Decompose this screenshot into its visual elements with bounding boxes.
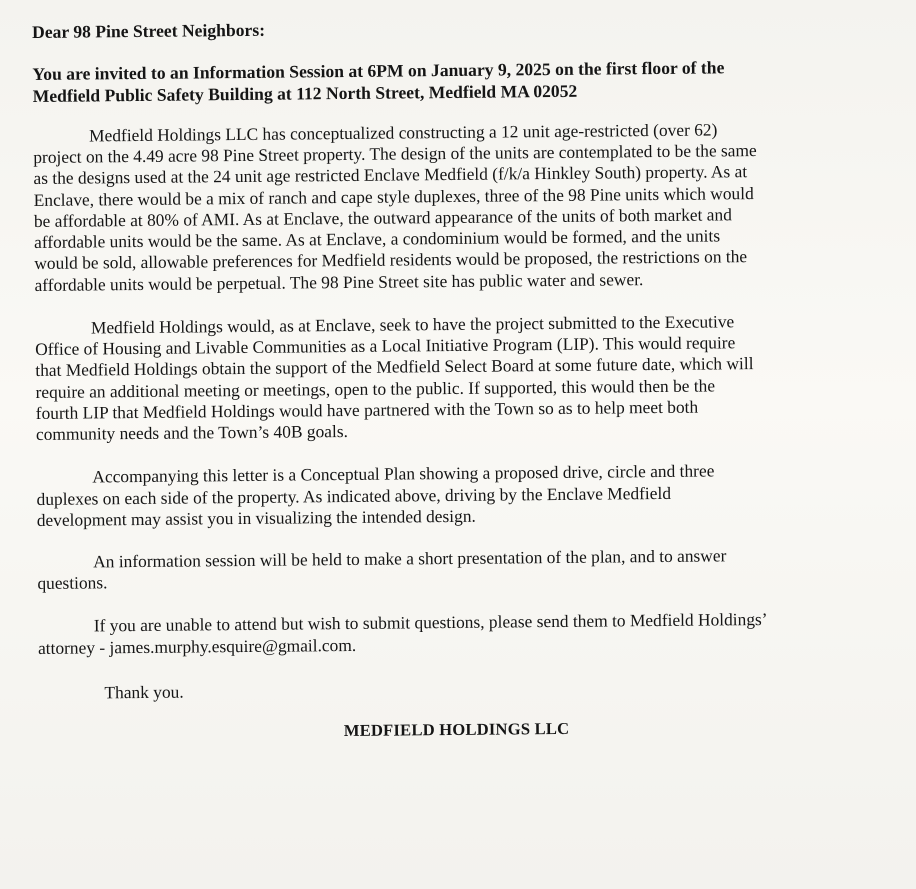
paragraph-lip-submission (35, 310, 896, 446)
letter-body (32, 14, 899, 744)
invitation-line: You are invited to an Information Session at 6PM on January 9, 2025 on the first floor of the (32, 57, 725, 85)
paragraph-line: community needs and the Town’s 40B goals. (35, 421, 348, 445)
attorney-email-line: attorney - james.murphy.esquire@gmail.com. (37, 634, 357, 658)
paragraph-line: questions. (37, 572, 108, 594)
paragraph-line: Enclave, there would be a mix of ranch and cape style duplexes, three of the 98 Pine units which would (33, 182, 754, 210)
paragraph-line: that Medfield Holdings obtain the support of the Medfield Select Board at some future date, which will (35, 353, 754, 381)
signature: MEDFIELD HOLDINGS LLC (343, 718, 570, 740)
invitation-line: Medfield Public Safety Building at 112 North Street, Medfield MA 02052 (32, 80, 578, 106)
paragraph-project-description (33, 118, 895, 296)
paragraph-information-session (37, 544, 897, 595)
paragraph-line: Office of Housing and Livable Communities as a Local Initiative Program (LIP). This would require (35, 332, 736, 360)
paragraph-line: fourth LIP that Medfield Holdings would have partnered with the Town so as to help meet both (35, 396, 699, 423)
paragraph-line: be affordable at 80% of AMI. As at Enclave, the outward appearance of the units of both market and (33, 204, 732, 231)
paragraph-line: Medfield Holdings would, as at Enclave, seek to have the project submitted to the Executive (90, 311, 735, 338)
paragraph-line: If you are unable to attend but wish to submit questions, please send them to Medfield Holdings’ (93, 609, 768, 636)
paragraph-line: Medfield Holdings LLC has conceptualized constructing a 12 unit age-restricted (over 62) (88, 119, 718, 146)
paragraph-line: duplexes on each side of the property. As indicated above, driving by the Enclave Medfield (36, 482, 672, 509)
paragraph-contact (38, 608, 898, 659)
paragraph-line: project on the 4.49 acre 98 Pine Street property. The design of the units are contemplated to be the same (33, 140, 757, 168)
paragraph-line: affordable units would be the same. As at Enclave, a condominium would be formed, and the units (34, 225, 721, 253)
invitation-notice (32, 56, 892, 107)
paragraph-conceptual-plan (36, 459, 897, 531)
paragraph-line: Accompanying this letter is a Conceptual Plan showing a proposed drive, circle and three (92, 460, 715, 487)
paragraph-line: An information session will be held to make a short presentation of the plan, and to answer (93, 545, 727, 572)
paragraph-line: affordable units would be perpetual. The 98 Pine Street site has public water and sewer. (34, 268, 644, 295)
paragraph-line: development may assist you in visualizing the intended design. (36, 505, 476, 530)
paragraph-line: require an additional meeting or meetings, open to the public. If supported, this would then be the (35, 375, 716, 402)
paragraph-line: as the designs used at the 24 unit age restricted Enclave Medfield (f/k/a Hinkley South) property. As at (33, 161, 748, 189)
closing: Thank you. (104, 681, 184, 703)
paragraph-line: would be sold, allowable preferences for Medfield residents would be proposed, the restrictions on the (34, 246, 748, 274)
salutation: Dear 98 Pine Street Neighbors: (32, 19, 266, 42)
